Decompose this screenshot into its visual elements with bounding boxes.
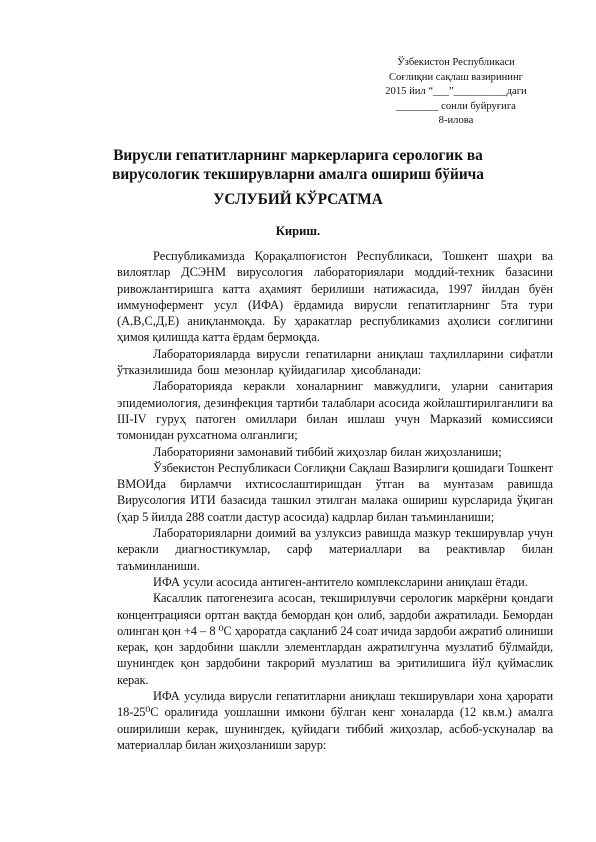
title-line-1: Вирусли гепатитларнинг маркерларига серологик ва: [113, 147, 483, 164]
paragraph-5: Ўзбекистон Республикаси Соғлиқни Сақлаш Вазирлиги қошидаги Тошкент ВМОИда бирламчи ихтисослаштиришдан ўтган ва мунтазам равишда Вирусология ИТИ базасида ташкил этилган малака ошириш курсларида ўқиган (ҳар 5 йилда 288 соатли дастур асосида) кадрлар билан таъминланиши;: [117, 460, 553, 524]
approval-line-2: Соғлиқни сақлаш вазирининг: [388, 71, 523, 83]
approval-line-5: 8-илова: [438, 115, 474, 127]
section-heading: Кириш.: [275, 224, 321, 238]
paragraph-4: Лабораторияни замонавий тиббий жиҳозлар билан жиҳозланиши;: [153, 444, 502, 459]
paragraph-7: ИФА усули асосида антиген-антитело комплексларини аниқлаш ётади.: [153, 574, 528, 589]
approval-line-3: 2015 йил “___”__________даги: [385, 86, 527, 98]
document-title: [80, 146, 516, 184]
approval-stamp-block: [358, 56, 554, 129]
paragraph-1: Республикамизда Қорақалпоғистон Республикаси, Тошкент шаҳри ва вилоятлар ДСЭНМ вирусология лабораториялари моддий-техник базасини ривожлантиришга катта аҳамият берилиши натижасида, 1997 йилдан буён иммунофермент усул (ИФА) ёрдамида вирусли гепатитларнинг 5та тури (А,В,С,Д,Е) аниқланмоқда. Бу ҳаракатлар республикамиз аҳолиси соғлигини ҳимоя қилишда катта ёрдам бермоқда.: [117, 249, 553, 345]
paragraph-2: Лабораторияларда вирусли гепатиларни аниқлаш таҳлилларини сифатли ўтказилишида бош мезонлар қуйидагилар ҳисобланади:: [117, 346, 553, 378]
approval-line-1: Ўзбекистон Республикаси: [397, 57, 515, 68]
paragraph-6: Лабораторияларни доимий ва узлуксиз равишда мазкур текширувлар учун керакли диагностикумлар, сарф материаллари ва реактивлар билан таъминланиши.: [117, 526, 553, 573]
paragraph-8: Касаллик патогенезига асосан, текширилувчи серологик маркёрни қондаги концентрацияси ортган вақтда бемордан қон олиб, зардоби ажратилади. Бемордан олинган қон +4 – 8 ⁰С ҳароратда сақланиб 24 соат ичида зардоби ажратиб олиниши керак, қон зардобини шаклли элементлардан ажратилгунча музлатиб бўлмайди, шунингдек қон зардобини такрорий музлатиш ва эритилишига йўл қуймаслик керак.: [117, 591, 553, 687]
paragraph-3: Лабораторияда керакли хоналарнинг мавжудлиги, уларни санитария эпидемиология, дезинфекция тартиби талаблари асосида жойлаштирилганлиги ва III-IV гуруҳ патоген омиллари билан ишлаш учун Марказий комиссияси томонидан рухсатнома олганлиги;: [117, 379, 553, 443]
document-subtitle: УСЛУБИЙ КЎРСАТМА: [213, 191, 383, 208]
paragraph-9: ИФА усулида вирусли гепатитларни аниқлаш текширувлари хона ҳарорати 18-25⁰С оралиғида уошлашни имкони бўлган кенг хоналарда (12 кв.м.) амалга оширилиши керак, шунингдек, қуйидаги тиббий жиҳозлар, асбоб-ускуналар ва материаллар билан жиҳозланиши зарур:: [117, 689, 553, 752]
document-body: [117, 248, 553, 753]
approval-line-4: ________ сонли буйруғига: [396, 100, 516, 112]
title-line-2: вирусологик текширувларни амалга ошириш бўйича: [112, 166, 484, 183]
